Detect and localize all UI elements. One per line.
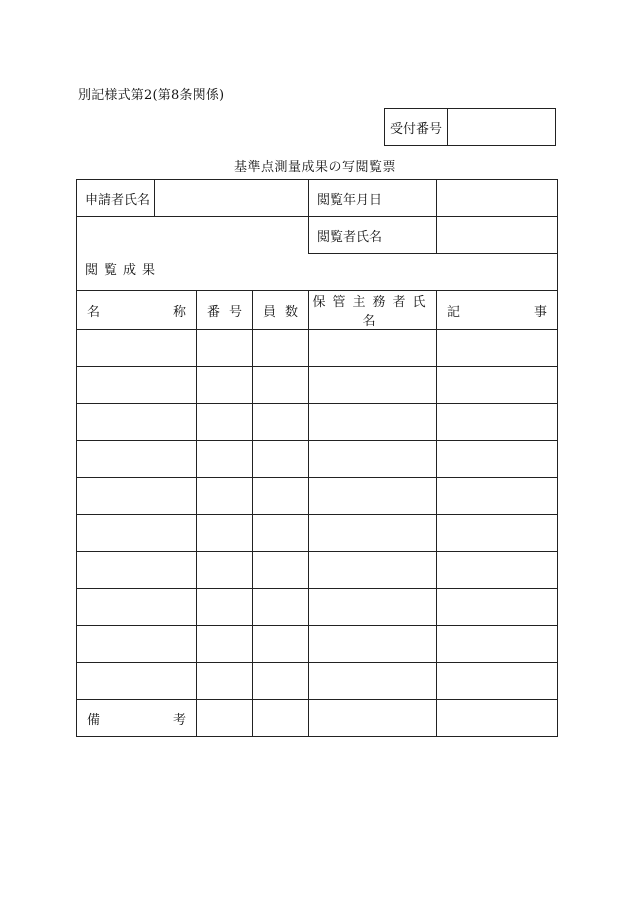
notes-cell[interactable]: [437, 589, 558, 626]
receipt-number-label: 受付番号: [385, 109, 448, 145]
notes-cell[interactable]: [437, 441, 558, 478]
count-cell[interactable]: [253, 663, 309, 700]
remarks-label: [77, 700, 197, 737]
name-cell[interactable]: [77, 367, 197, 404]
count-cell[interactable]: [253, 589, 309, 626]
header-notes: [437, 291, 558, 330]
applicant-name-label: 申請者氏名: [77, 180, 155, 217]
table-row: [77, 515, 558, 552]
notes-cell[interactable]: [437, 330, 558, 367]
custodian-cell[interactable]: [309, 589, 437, 626]
header-count: [253, 291, 309, 330]
name-cell[interactable]: [77, 441, 197, 478]
remarks-count-cell[interactable]: [253, 700, 309, 737]
remarks-label-char-2: 考: [172, 712, 186, 728]
viewing-form-table: [76, 179, 558, 737]
name-cell[interactable]: [77, 478, 197, 515]
count-cell[interactable]: [253, 367, 309, 404]
number-cell[interactable]: [197, 330, 253, 367]
header-custodian: [309, 291, 437, 330]
count-cell[interactable]: [253, 404, 309, 441]
remarks-notes-cell[interactable]: [437, 700, 558, 737]
name-cell[interactable]: [77, 552, 197, 589]
custodian-cell[interactable]: [309, 404, 437, 441]
receipt-number-field[interactable]: [448, 109, 555, 145]
remarks-label-char-1: 備: [87, 712, 101, 728]
number-cell[interactable]: [197, 663, 253, 700]
results-section-label: 閲覧成果: [85, 263, 162, 278]
number-cell[interactable]: [197, 441, 253, 478]
form-label: 別記様式第2(第8条関係): [78, 88, 225, 103]
applicant-name-field[interactable]: [155, 180, 309, 217]
header-notes-char-2: 事: [534, 304, 548, 320]
number-cell[interactable]: [197, 367, 253, 404]
header-count-char-2: 数: [285, 304, 299, 320]
number-cell[interactable]: [197, 626, 253, 663]
receipt-number-box: [384, 108, 556, 146]
applicant-row: [77, 180, 558, 217]
viewer-name-field[interactable]: [437, 217, 558, 254]
custodian-cell[interactable]: [309, 367, 437, 404]
notes-cell[interactable]: [437, 552, 558, 589]
number-cell[interactable]: [197, 478, 253, 515]
table-row: [77, 367, 558, 404]
results-section: [77, 254, 558, 291]
viewer-name-label: 閲覧者氏名: [309, 217, 437, 254]
notes-cell[interactable]: [437, 663, 558, 700]
notes-cell[interactable]: [437, 626, 558, 663]
number-cell[interactable]: [197, 589, 253, 626]
header-number-char-2: 号: [228, 304, 242, 320]
table-row: [77, 589, 558, 626]
table-row: [77, 478, 558, 515]
name-cell[interactable]: [77, 515, 197, 552]
header-number: [197, 291, 253, 330]
header-custodian-label: 保管主務者氏名: [312, 295, 433, 329]
table-row: [77, 552, 558, 589]
table-row: [77, 330, 558, 367]
notes-cell[interactable]: [437, 404, 558, 441]
view-date-field[interactable]: [437, 180, 558, 217]
table-row: [77, 663, 558, 700]
name-cell[interactable]: [77, 404, 197, 441]
custodian-cell[interactable]: [309, 330, 437, 367]
view-date-label: 閲覧年月日: [309, 180, 437, 217]
remarks-number-cell[interactable]: [197, 700, 253, 737]
header-name-char-1: 名: [87, 304, 101, 320]
name-cell[interactable]: [77, 663, 197, 700]
number-cell[interactable]: [197, 552, 253, 589]
header-notes-char-1: 記: [447, 304, 461, 320]
header-name: [77, 291, 197, 330]
table-row: [77, 626, 558, 663]
notes-cell[interactable]: [437, 478, 558, 515]
custodian-cell[interactable]: [309, 478, 437, 515]
table-row: [77, 404, 558, 441]
notes-cell[interactable]: [437, 367, 558, 404]
name-cell[interactable]: [77, 330, 197, 367]
number-cell[interactable]: [197, 515, 253, 552]
viewer-row: [77, 217, 558, 254]
results-rows: [77, 330, 558, 700]
count-cell[interactable]: [253, 330, 309, 367]
custodian-cell[interactable]: [309, 626, 437, 663]
count-cell[interactable]: [253, 441, 309, 478]
document-title: 基準点測量成果の写閲覧票: [233, 160, 396, 175]
header-number-char-1: 番: [207, 304, 221, 320]
remarks-custodian-cell[interactable]: [309, 700, 437, 737]
custodian-cell[interactable]: [309, 515, 437, 552]
table-row: [77, 441, 558, 478]
section-row: [77, 254, 558, 291]
custodian-cell[interactable]: [309, 552, 437, 589]
custodian-cell[interactable]: [309, 663, 437, 700]
name-cell[interactable]: [77, 626, 197, 663]
results-header-row: [77, 291, 558, 330]
header-name-char-2: 称: [172, 304, 186, 320]
number-cell[interactable]: [197, 404, 253, 441]
blank-area: [77, 217, 309, 254]
count-cell[interactable]: [253, 626, 309, 663]
name-cell[interactable]: [77, 589, 197, 626]
header-count-char-1: 員: [263, 304, 277, 320]
count-cell[interactable]: [253, 515, 309, 552]
remarks-row: [77, 700, 558, 737]
custodian-cell[interactable]: [309, 441, 437, 478]
count-cell[interactable]: [253, 552, 309, 589]
count-cell[interactable]: [253, 478, 309, 515]
notes-cell[interactable]: [437, 515, 558, 552]
